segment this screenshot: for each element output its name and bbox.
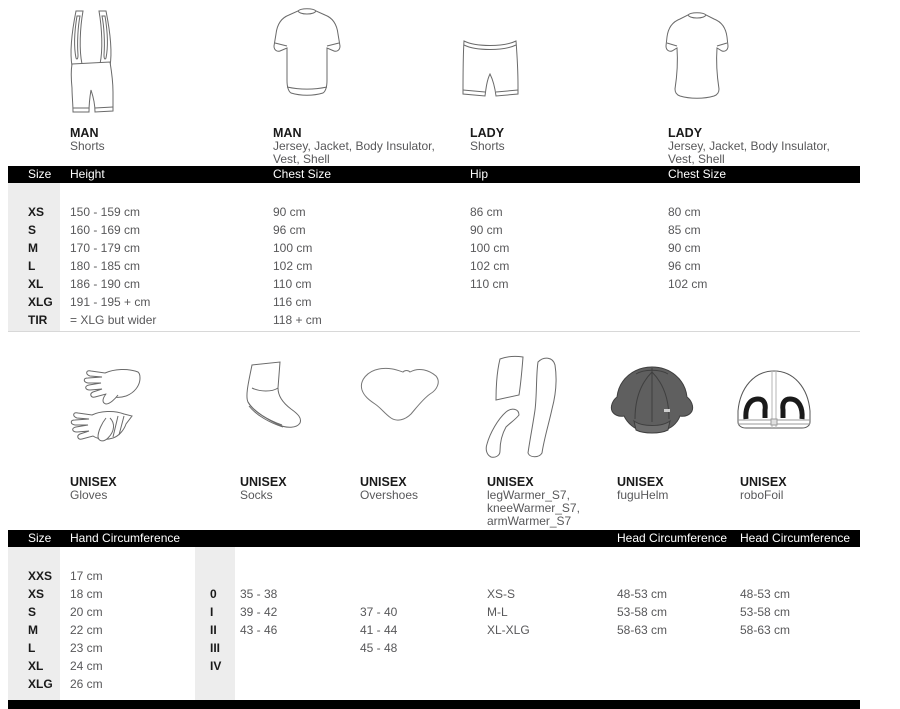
hand-cell: 26 cm — [70, 677, 103, 691]
size-cell: XL — [28, 659, 44, 673]
table-row — [8, 275, 860, 293]
size2-cell — [195, 675, 235, 693]
robo-cell: 58-63 cm — [740, 623, 791, 637]
hand-cell: 17 cm — [70, 569, 103, 583]
man_chest-cell: 118 + cm — [273, 313, 322, 327]
gloves-icon — [58, 358, 143, 450]
robo-cell — [733, 639, 860, 657]
lady_chest-cell: 102 cm — [668, 277, 708, 291]
category-man-shorts — [60, 126, 263, 166]
category-items: roboFoil — [740, 488, 784, 502]
fugu-helm-icon — [606, 364, 698, 442]
robo-cell — [733, 567, 860, 585]
overshoes-cell — [355, 585, 480, 603]
size2-cell: IV — [210, 659, 222, 673]
hand-cell: 20 cm — [70, 605, 103, 619]
man_chest-cell: 116 cm — [273, 295, 312, 309]
overshoes-cell — [355, 675, 480, 693]
hip-cell — [460, 293, 658, 311]
category-items: Shorts — [70, 139, 105, 153]
height-cell: 170 - 179 cm — [70, 241, 141, 255]
man_chest-cell: 102 cm — [273, 259, 313, 273]
table-row — [8, 567, 860, 585]
category-items: Socks — [240, 488, 273, 502]
hand-cell: 24 cm — [70, 659, 103, 673]
socks-cell: 35 - 38 — [240, 587, 278, 601]
size-cell: XXS — [28, 569, 53, 583]
category-items: Jersey, Jacket, Body Insulator, Vest, Shell — [273, 139, 435, 166]
size-cell: S — [28, 605, 37, 619]
warmers-cell: M-L — [487, 605, 508, 619]
warmers-cell: XS-S — [487, 587, 516, 601]
size-cell: XS — [28, 587, 45, 601]
table-row — [8, 293, 860, 311]
category-items: legWarmer_S7, kneeWarmer_S7, armWarmer_S7 — [487, 488, 580, 528]
bottom-icons-row — [0, 332, 900, 475]
size-cell: TIR — [28, 313, 48, 327]
size-cell: L — [28, 259, 36, 273]
height-cell: = XLG but wider — [70, 313, 157, 327]
size2-cell — [195, 567, 235, 585]
man_chest-cell: 96 cm — [273, 223, 306, 237]
column-header-hand-circumference: Hand Circumference — [70, 531, 181, 545]
lady_chest-cell: 90 cm — [668, 241, 701, 255]
table-row — [8, 203, 860, 221]
size-cell: XLG — [28, 295, 53, 309]
man_chest-cell: 110 cm — [273, 277, 312, 291]
man-jersey-icon — [266, 6, 348, 102]
fugu-cell — [610, 657, 733, 675]
category-gender: UNISEX — [487, 475, 534, 489]
fugu-cell — [610, 639, 733, 657]
socks-cell: 43 - 46 — [240, 623, 278, 637]
top-table-body — [8, 183, 860, 332]
size-cell: XL — [28, 277, 44, 291]
category-gloves — [60, 475, 195, 530]
hip-cell: 90 cm — [470, 223, 503, 237]
category-warmers — [480, 475, 610, 530]
category-gender: UNISEX — [70, 475, 117, 489]
warmers-cell — [480, 657, 610, 675]
warmers-cell — [480, 675, 610, 693]
column-header-head-circumference-robo: Head Circumference — [740, 531, 851, 545]
lady_chest-cell: 96 cm — [668, 259, 701, 273]
height-cell: 186 - 190 cm — [70, 277, 141, 291]
size-cell: M — [28, 241, 38, 255]
size-cell: M — [28, 623, 38, 637]
fugu-cell: 53-58 cm — [617, 605, 668, 619]
robo-cell — [733, 675, 860, 693]
size2-cell: 0 — [210, 587, 217, 601]
fugu-cell: 48-53 cm — [617, 587, 668, 601]
man_chest-cell: 100 cm — [273, 241, 313, 255]
warmers-icon — [482, 354, 562, 464]
table-row — [8, 585, 860, 603]
overshoes-cell: 45 - 48 — [360, 641, 398, 655]
top-category-labels — [8, 126, 860, 166]
table-row — [8, 621, 860, 639]
warmers-cell — [480, 639, 610, 657]
column-header-size: Size — [28, 167, 52, 181]
lady-shorts-icon — [460, 36, 520, 102]
height-cell: 180 - 185 cm — [70, 259, 141, 273]
hip-cell: 102 cm — [470, 259, 510, 273]
size2-cell: I — [210, 605, 214, 619]
category-gender: UNISEX — [617, 475, 664, 489]
height-cell: 150 - 159 cm — [70, 205, 141, 219]
fugu-cell — [610, 567, 733, 585]
warmers-cell — [480, 567, 610, 585]
category-gender: MAN — [70, 126, 99, 140]
hip-cell: 100 cm — [470, 241, 510, 255]
overshoes-icon — [352, 362, 444, 432]
socks-cell — [235, 675, 355, 693]
category-fugu-helm — [610, 475, 733, 530]
height-cell: 160 - 169 cm — [70, 223, 141, 237]
column-header-chest-size-man: Chest Size — [273, 167, 332, 181]
bottom-table-body — [8, 547, 860, 700]
category-gender: LADY — [470, 126, 505, 140]
column-header-size: Size — [28, 531, 52, 545]
lady_chest-cell — [658, 293, 860, 311]
socks-cell: 39 - 42 — [240, 605, 278, 619]
category-man-jersey — [263, 126, 460, 166]
hip-cell: 86 cm — [470, 205, 503, 219]
lady-jersey-icon — [660, 10, 734, 102]
robo-cell — [733, 657, 860, 675]
column-header-height: Height — [70, 167, 105, 181]
top-table-header — [8, 166, 860, 183]
table-row — [8, 675, 860, 693]
size-cell: XS — [28, 205, 45, 219]
size-cell: S — [28, 223, 37, 237]
size2-cell: III — [210, 641, 221, 655]
category-items: Shorts — [470, 139, 505, 153]
fugu-cell: 58-63 cm — [617, 623, 668, 637]
hand-cell: 18 cm — [70, 587, 103, 601]
column-header-head-circumference-fugu: Head Circumference — [617, 531, 728, 545]
category-gender: LADY — [668, 126, 703, 140]
category-socks — [235, 475, 355, 530]
table-row — [8, 603, 860, 621]
category-lady-jersey — [658, 126, 860, 166]
lady_chest-cell: 80 cm — [668, 205, 701, 219]
bottom-category-labels — [8, 475, 860, 530]
overshoes-cell: 41 - 44 — [360, 623, 398, 637]
size-cell: L — [28, 641, 36, 655]
top-icons-row — [0, 0, 900, 126]
category-gender: MAN — [273, 126, 302, 140]
category-lady-shorts — [460, 126, 658, 166]
category-gender: UNISEX — [740, 475, 787, 489]
column-header-hip: Hip — [470, 167, 489, 181]
height-cell: 191 - 195 + cm — [70, 295, 151, 309]
hand-cell: 23 cm — [70, 641, 103, 655]
man_chest-cell: 90 cm — [273, 205, 306, 219]
warmers-cell: XL-XLG — [487, 623, 530, 637]
category-gender: UNISEX — [360, 475, 407, 489]
overshoes-cell — [355, 657, 480, 675]
socks-cell — [235, 639, 355, 657]
table-row — [8, 639, 860, 657]
robo-foil-icon — [730, 368, 818, 440]
size2-cell: II — [210, 623, 217, 637]
category-robo-foil — [733, 475, 860, 530]
hip-cell — [460, 311, 658, 329]
table-row — [8, 311, 860, 329]
overshoes-cell: 37 - 40 — [360, 605, 398, 619]
size-cell: XLG — [28, 677, 53, 691]
category-items: Jersey, Jacket, Body Insulator, Vest, Shell — [668, 139, 830, 166]
category-items: fuguHelm — [617, 488, 669, 502]
category-items: Gloves — [70, 488, 108, 502]
fugu-cell — [610, 675, 733, 693]
category-gender: UNISEX — [240, 475, 287, 489]
table-row — [8, 239, 860, 257]
hip-cell: 110 cm — [470, 277, 509, 291]
bottom-table-header — [8, 530, 860, 547]
hand-cell: 22 cm — [70, 623, 103, 637]
table-row — [8, 657, 860, 675]
column-header-chest-size-lady: Chest Size — [668, 167, 727, 181]
lady_chest-cell — [658, 311, 860, 329]
robo-cell: 48-53 cm — [740, 587, 791, 601]
lady_chest-cell: 85 cm — [668, 223, 701, 237]
socks-icon — [230, 360, 305, 442]
socks-cell — [235, 567, 355, 585]
man-bib-shorts-icon — [62, 8, 120, 120]
category-overshoes — [355, 475, 480, 530]
table-row — [8, 257, 860, 275]
robo-cell: 53-58 cm — [740, 605, 791, 619]
socks-cell — [235, 657, 355, 675]
cutoff-header-bar — [8, 700, 860, 709]
overshoes-cell — [355, 567, 480, 585]
table-row — [8, 221, 860, 239]
category-items: Overshoes — [360, 488, 419, 502]
